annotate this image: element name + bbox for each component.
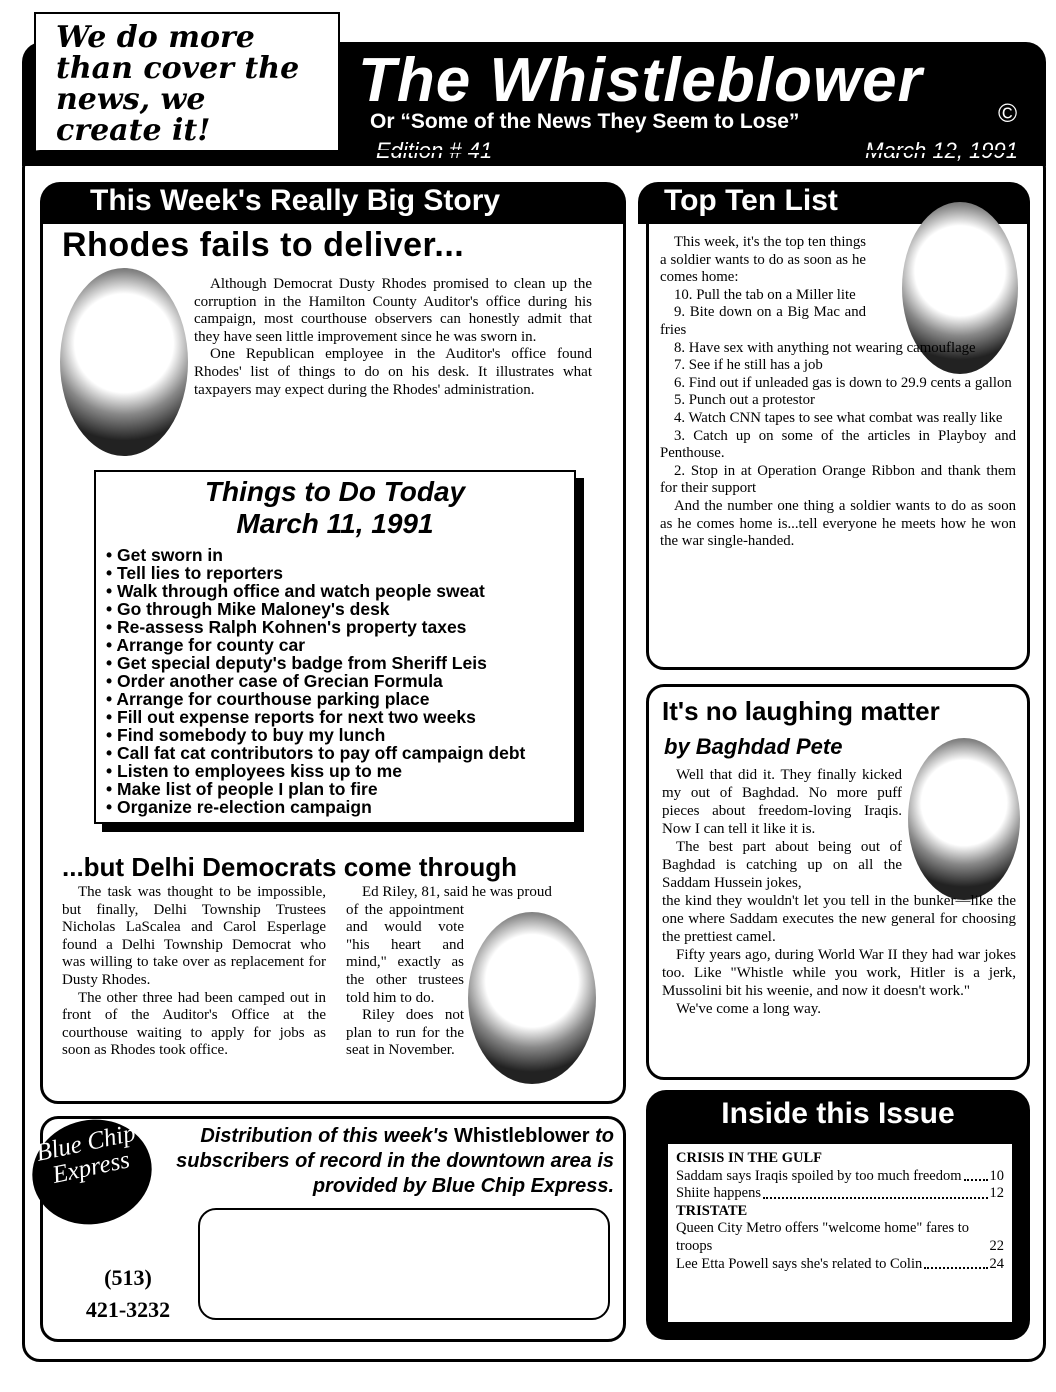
laughing-paragraph: We've come a long way. bbox=[676, 1001, 822, 1017]
top-ten-item: 6. Find out if unleaded gas is down to 29.9 cents a gallon bbox=[674, 374, 1012, 391]
delhi-headline: ...but Delhi Democrats come through bbox=[62, 852, 518, 882]
top-ten-item: 4. Watch CNN tapes to see what combat was really like bbox=[674, 409, 1003, 426]
toc-entry[interactable] bbox=[676, 1220, 1004, 1255]
toc-entry-title: Queen City Metro offers "welcome home" fares to troops bbox=[676, 1220, 970, 1254]
newspaper-title: The Whistleblower bbox=[358, 46, 923, 115]
todo-item: • Listen to employees kiss up to me bbox=[106, 762, 576, 780]
top-ten-banner: Top Ten List bbox=[638, 182, 1030, 224]
laughing-matter-title: It's no laughing matter bbox=[662, 696, 940, 726]
top-ten-item: 8. Have sex with anything not wearing camouflage bbox=[674, 339, 976, 356]
slogan-box: We do more than cover the news, we create it! bbox=[34, 12, 340, 154]
toc-leader bbox=[763, 1197, 988, 1199]
distribution-text-pre: Distribution of this week's bbox=[200, 1125, 454, 1147]
todo-item: • Fill out expense reports for next two weeks bbox=[106, 708, 576, 726]
laughing-matter-body bbox=[662, 766, 1016, 1018]
rhodes-photo bbox=[60, 268, 188, 456]
delhi-column-left bbox=[62, 884, 326, 1060]
todo-item: • Walk through office and watch people sweat bbox=[106, 582, 576, 600]
toc-entry[interactable] bbox=[676, 1168, 1004, 1186]
todo-item: • Find somebody to buy my lunch bbox=[106, 726, 576, 744]
todo-item: • Make list of people I plan to fire bbox=[106, 780, 576, 798]
laughing-paragraph: Well that did it. They finally kicked my out of Baghdad. No more puff pieces about freedom-loving Iraqis. Now I can tell it like it is. bbox=[662, 767, 902, 837]
todo-item: • Go through Mike Maloney's desk bbox=[106, 600, 576, 618]
toc-page: 12 bbox=[989, 1185, 1004, 1202]
toc-page: 22 bbox=[989, 1237, 1004, 1254]
todo-item: • Get special deputy's badge from Sheriff Leis bbox=[106, 654, 576, 672]
story-body bbox=[194, 276, 592, 399]
distribution-text-post: to subscribers of record in the downtown area is provided by Blue Chip Express. bbox=[176, 1125, 614, 1197]
story-headline: Rhodes fails to deliver... bbox=[62, 226, 465, 264]
todo-list bbox=[106, 546, 576, 816]
top-ten-item: 5. Punch out a protestor bbox=[674, 392, 815, 409]
issue-date: March 12, 1991 bbox=[865, 138, 1018, 163]
edition-number: Edition # 41 bbox=[376, 138, 493, 163]
phone-area-code: (513) bbox=[104, 1265, 152, 1290]
toc-section-heading: TRISTATE bbox=[676, 1202, 748, 1219]
top-ten-item: 2. Stop in at Operation Orange Ribbon and thank them for their support bbox=[660, 462, 1016, 497]
phone-number bbox=[68, 1262, 188, 1326]
todo-item: • Call fat cat contributors to pay off campaign debt bbox=[106, 744, 576, 762]
toc-page: 10 bbox=[989, 1167, 1004, 1184]
delhi-riley-lead: Ed Riley, 81, said he was proud bbox=[362, 884, 552, 900]
delhi-paragraph: The task was thought to be impossible, but finally, Delhi Township Trustees Nicholas LaScalea and Carol Esperlage found a Delhi Township Democrat who was willing to take over as replacement for Dusty Rhodes. bbox=[62, 884, 326, 988]
copyright-symbol: © bbox=[998, 98, 1018, 128]
blue-chip-express-logo: Blue Chip Express bbox=[22, 1109, 161, 1236]
address-label-box bbox=[198, 1208, 610, 1320]
todo-item: • Re-assess Ralph Kohnen's property taxes bbox=[106, 618, 576, 636]
top-ten-item: 9. Bite down on a Big Mac and fries bbox=[660, 304, 866, 338]
story-paragraph: One Republican employee in the Auditor's office found Rhodes' list of things to do on his desk. It illustrates what taxpayers may expect during the Rhodes' administration. bbox=[194, 346, 592, 398]
top-ten-number-one: And the number one thing a soldier wants to do as soon as he comes home is...tell everyone he meets how he won the war single-handed. bbox=[660, 497, 1016, 550]
todo-item: • Organize re-election campaign bbox=[106, 798, 576, 816]
toc-entry-title: Saddam says Iraqis spoiled by too much freedom bbox=[676, 1167, 962, 1184]
laughing-paragraph: Fifty years ago, during World War II they had war jokes too. Like "Whistle while you work, Hitler is a jerk, Mussolini bit his weenie, and now it doesn't work." bbox=[662, 947, 1016, 999]
top-ten-item: 10. Pull the tab on a Miller lite bbox=[674, 286, 856, 303]
todo-heading: Things to Do Today bbox=[204, 476, 466, 507]
todo-item: • Tell lies to reporters bbox=[106, 564, 576, 582]
todo-item: • Arrange for courthouse parking place bbox=[106, 690, 576, 708]
todo-item: • Get sworn in bbox=[106, 546, 576, 564]
distribution-paper-name: Whistleblower bbox=[453, 1125, 590, 1147]
story-paragraph: Although Democrat Dusty Rhodes promised to clean up the corruption in the Hamilton County Auditor's office during his campaign, most courthouse observers can honestly admit that they have seen little improvement since he was sworn in. bbox=[194, 276, 592, 345]
laughing-paragraph: the kind they wouldn't let you tell in the bunker—like the one where Saddam executes the new general for choosing the prettiest camel. bbox=[662, 893, 1016, 945]
laughing-matter-byline: by Baghdad Pete bbox=[664, 734, 843, 759]
top-ten-item: 7. See if he still has a job bbox=[674, 357, 823, 374]
toc-entry-title: Lee Etta Powell says she's related to Colin bbox=[676, 1255, 923, 1272]
todo-item: • Order another case of Grecian Formula bbox=[106, 672, 576, 690]
top-ten-item: 3. Catch up on some of the articles in Playboy and Penthouse. bbox=[660, 427, 1016, 462]
inside-issue-title: Inside this Issue bbox=[721, 1097, 955, 1130]
distribution-text bbox=[158, 1124, 614, 1199]
toc-leader bbox=[924, 1267, 987, 1269]
toc-entry[interactable] bbox=[676, 1256, 1004, 1274]
todo-title bbox=[96, 476, 574, 540]
phone-digits: 421-3232 bbox=[85, 1297, 171, 1322]
toc-page: 24 bbox=[989, 1255, 1004, 1272]
delhi-riley-plans: Riley does not plan to run for the seat in November. bbox=[346, 1007, 464, 1059]
toc-entry[interactable] bbox=[676, 1185, 1004, 1203]
todo-date: March 11, 1991 bbox=[236, 508, 434, 539]
delhi-riley-text: of the appointment and would vote "his heart and mind," exactly as the other trustees told him to do. bbox=[346, 901, 464, 1006]
toc-leader bbox=[964, 1179, 988, 1181]
laughing-paragraph: The best part about being out of Baghdad is catching up on all the Saddam Hussein jokes, bbox=[662, 839, 902, 891]
newspaper-subtitle: Or “Some of the News They Seem to Lose” bbox=[370, 110, 800, 133]
table-of-contents bbox=[668, 1144, 1012, 1322]
top-ten-body bbox=[660, 234, 1016, 551]
top-ten-intro: This week, it's the top ten things a soldier wants to do as soon as he comes home: bbox=[660, 234, 866, 286]
toc-section-heading: CRISIS IN THE GULF bbox=[676, 1150, 822, 1166]
delhi-column-right bbox=[346, 884, 600, 1060]
toc-entry-title: Shiite happens bbox=[676, 1185, 761, 1202]
todo-item: • Arrange for county car bbox=[106, 636, 576, 654]
delhi-paragraph: The other three had been camped out in front of the Auditor's Office at the courthouse waiting to apply for jobs as soon as Rhodes took office. bbox=[62, 989, 326, 1059]
big-story-banner: This Week's Really Big Story bbox=[40, 182, 626, 224]
